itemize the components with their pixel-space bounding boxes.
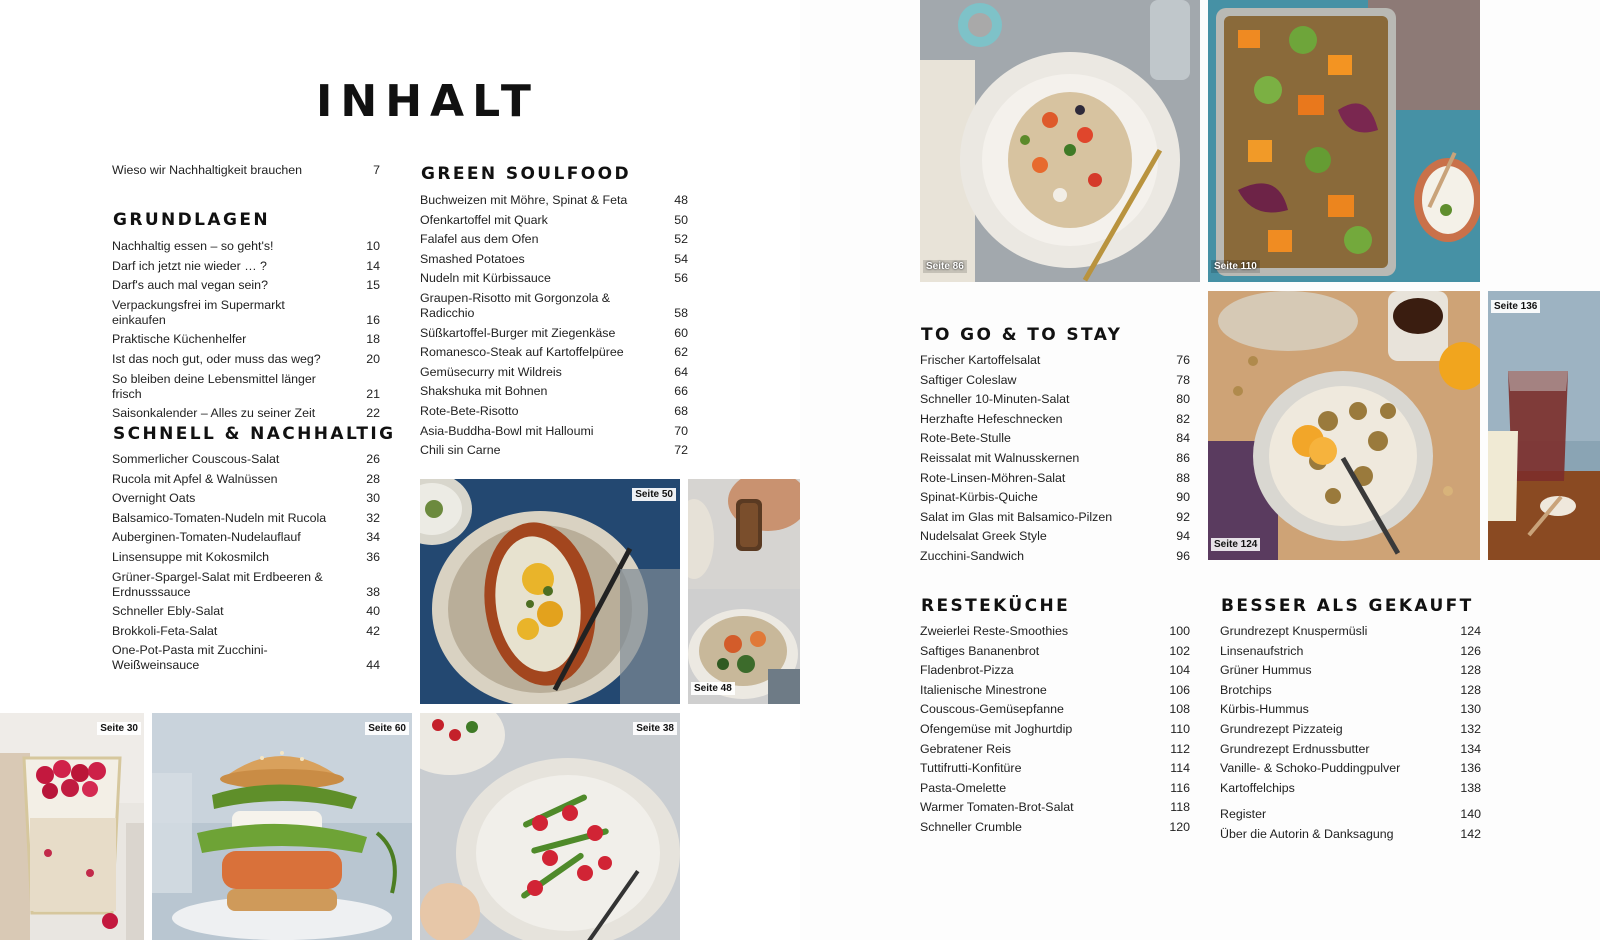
toc-entry-page: 38 [366,584,380,599]
toc-entry-page: 106 [1169,682,1190,697]
section-title-grundlagen: GRUNDLAGEN [113,210,270,230]
toc-entry-page: 52 [674,232,688,247]
toc-entry-title: Darf's auch mal vegan sein? [112,278,268,293]
toc-entry[interactable] [920,624,1190,639]
photo-roasted-vegetables [1208,0,1480,282]
toc-entry-title: Vanille- & Schoko-Puddingpulver [1220,761,1401,776]
photo-baked-potato [420,479,680,704]
toc-entry[interactable] [112,604,380,619]
toc-entry-title: So bleiben deine Lebensmittel länger frisch [112,371,316,401]
toc-entry[interactable] [920,702,1190,717]
toc-entry-title: Reissalat mit Walnusskernen [920,450,1080,465]
toc-entry[interactable] [920,431,1190,446]
photo-page-label: Seite 30 [97,722,141,735]
toc-list-besser [1220,624,1481,800]
toc-entry-title: Brokkoli-Feta-Salat [112,623,218,638]
toc-entry-title: Ofenkartoffel mit Quark [420,212,548,227]
photo-page-label: Seite 110 [1211,260,1260,273]
toc-entry[interactable] [920,722,1190,737]
toc-entry-page: 118 [1170,800,1190,815]
toc-list-extras [1220,807,1481,846]
toc-entry-page: 10 [366,239,380,253]
toc-entry[interactable] [1220,663,1481,678]
toc-entry-title: Süßkartoffel-Burger mit Ziegenkäse [420,325,616,340]
toc-entry-title: Tuttifrutti-Konfitüre [920,761,1022,776]
right-page [800,0,1600,940]
toc-entry-page: 48 [674,193,688,207]
toc-entry-page: 114 [1170,761,1190,776]
toc-entry[interactable] [1220,683,1481,698]
toc-entry-page: 124 [1460,624,1481,638]
toc-entry[interactable] [1220,624,1481,639]
toc-entry[interactable] [920,392,1190,407]
toc-entry[interactable] [920,529,1190,544]
toc-entry-page: 14 [366,258,380,273]
toc-entry-title: Warmer Tomaten-Brot-Salat [920,800,1074,815]
toc-entry-title: Buchweizen mit Möhre, Spinat & Feta [420,193,628,207]
toc-entry-page: 28 [366,471,380,486]
toc-entry-title: Overnight Oats [112,491,196,506]
toc-entry-page: 84 [1176,431,1190,446]
toc-entry[interactable] [920,353,1190,368]
toc-entry-title: Über die Autorin & Danksagung [1220,826,1394,841]
toc-entry[interactable] [1220,742,1481,757]
toc-entry-page: 86 [1176,450,1190,465]
toc-list-green [420,193,688,463]
page-title: INHALT [316,76,539,127]
toc-entry-title: Rucola mit Apfel & Walnüssen [112,471,278,486]
toc-entry-title: Graupen-Risotto mit Gorgonzola & Radicchio [420,290,611,320]
toc-entry-page: 134 [1460,741,1481,756]
toc-entry[interactable] [1220,644,1481,659]
toc-entry-page: 110 [1170,721,1190,736]
toc-entry-title: Schneller Crumble [920,819,1022,834]
toc-entry[interactable] [920,663,1190,678]
toc-entry[interactable] [1220,781,1481,796]
photo-pudding [1488,291,1600,560]
toc-entry-page: 142 [1460,826,1481,841]
toc-entry[interactable] [920,510,1190,525]
toc-entry[interactable] [420,271,688,286]
toc-list-schnell [112,452,380,678]
toc-entry-page: 126 [1460,643,1481,658]
toc-entry[interactable] [420,326,688,341]
toc-entry-page: 100 [1169,624,1190,638]
toc-entry[interactable] [112,298,380,328]
section-title-besser: BESSER ALS GEKAUFT [1221,596,1474,616]
toc-entry-title: Rote-Bete-Risotto [420,403,519,418]
photo-burger [152,713,412,940]
toc-entry[interactable] [112,491,380,506]
toc-entry-title: Grüner Hummus [1220,663,1312,678]
toc-entry-title: Saftiges Bananenbrot [920,643,1040,658]
toc-entry-title: Fladenbrot-Pizza [920,663,1014,678]
toc-list-reste [920,624,1190,840]
toc-entry-page: 128 [1460,682,1481,697]
photo-page-label: Seite 38 [633,722,677,735]
toc-entry-title: Salat im Glas mit Balsamico-Pilzen [920,509,1113,524]
toc-entry-title: Sommerlicher Couscous-Salat [112,452,280,466]
toc-entry-page: 136 [1460,761,1481,776]
photo-page-label: Seite 86 [923,260,967,273]
toc-entry-title: Smashed Potatoes [420,251,525,266]
toc-entry[interactable] [920,683,1190,698]
toc-entry-title: Grüner-Spargel-Salat mit Erdbeeren & Erdnusssauce [112,569,323,599]
toc-entry-title: Herzhafte Hefeschnecken [920,411,1063,426]
toc-entry[interactable] [420,443,688,458]
toc-entry-page: 50 [674,212,688,227]
toc-entry-title: Chili sin Carne [420,443,501,458]
toc-entry-page: 58 [674,305,688,320]
photo-rice-salad [920,0,1200,282]
toc-entry-title: Saftiger Coleslaw [920,372,1017,387]
toc-entry-page: 22 [366,406,380,421]
toc-entry[interactable] [112,472,380,487]
toc-entry-title: Couscous-Gemüsepfanne [920,702,1064,717]
toc-entry-page: 16 [366,312,380,327]
toc-entry[interactable] [112,332,380,347]
toc-entry-title: Linsenaufstrich [1220,643,1304,658]
toc-entry-page: 96 [1176,548,1190,563]
section-title-reste: RESTEKÜCHE [921,596,1071,616]
toc-entry-page: 112 [1170,741,1190,756]
toc-entry[interactable] [420,365,688,380]
toc-entry[interactable] [112,452,380,467]
toc-entry-title: Kürbis-Hummus [1220,702,1309,717]
toc-entry-page: 34 [366,530,380,545]
toc-entry-page: 104 [1169,663,1190,678]
toc-entry-title: Grundrezept Pizzateig [1220,721,1343,736]
toc-entry-page: 36 [366,549,380,564]
toc-entry-title: Saisonkalender – Alles zu seiner Zeit [112,406,316,421]
toc-entry-title: Kartoffelchips [1220,780,1295,795]
toc-entry-page: 60 [674,325,688,340]
toc-entry-page: 44 [366,658,380,673]
toc-entry-page: 82 [1176,411,1190,426]
toc-entry-title: Brotchips [1220,682,1272,697]
toc-entry-title: Register [1220,807,1267,821]
toc-entry-title: Falafel aus dem Ofen [420,232,539,247]
toc-entry-title: Schneller 10-Minuten-Salat [920,392,1070,407]
toc-entry-page: 30 [366,491,380,506]
toc-entry-title: Grundrezept Knuspermüsli [1220,624,1368,638]
toc-entry[interactable] [420,252,688,267]
toc-entry-title: Nudeln mit Kürbissauce [420,271,551,286]
toc-entry-page: 18 [366,332,380,347]
toc-entry-title: Gemüsecurry mit Wildreis [420,364,562,379]
toc-entry-page: 40 [366,604,380,619]
photo-page-label: Seite 124 [1211,538,1260,551]
toc-entry-title: Ofengemüse mit Joghurtdip [920,721,1073,736]
toc-entry-page: 42 [366,623,380,638]
toc-entry[interactable] [920,549,1190,564]
toc-entry-title: Pasta-Omelette [920,780,1007,795]
photo-buckwheat [688,479,800,704]
toc-entry[interactable] [420,193,688,208]
toc-entry[interactable] [920,761,1190,776]
toc-entry-page: 7 [373,163,380,177]
toc-entry-title: Nachhaltig essen – so geht's! [112,239,274,253]
toc-entry[interactable] [420,291,688,321]
toc-entry-title: Linsensuppe mit Kokosmilch [112,549,270,564]
toc-entry-page: 32 [366,510,380,525]
toc-entry[interactable] [920,412,1190,427]
toc-entry[interactable] [112,163,380,178]
toc-entry[interactable] [1220,761,1481,776]
toc-entry[interactable] [420,404,688,419]
toc-entry-title: Frischer Kartoffelsalat [920,353,1041,367]
toc-entry[interactable] [920,820,1190,835]
toc-entry-title: Darf ich jetzt nie wieder … ? [112,258,267,273]
toc-entry-page: 64 [674,364,688,379]
toc-entry[interactable] [1220,722,1481,737]
section-title-togo: TO GO & TO STAY [921,325,1123,345]
toc-entry-page: 92 [1176,509,1190,524]
toc-entry[interactable] [920,471,1190,486]
toc-entry[interactable] [112,643,380,673]
toc-entry-page: 56 [674,271,688,286]
toc-entry-title: Zucchini-Sandwich [920,548,1024,563]
section-title-schnell: SCHNELL & NACHHALTIG [113,424,396,444]
toc-entry[interactable] [920,644,1190,659]
toc-entry-page: 116 [1170,780,1190,795]
toc-entry[interactable] [1220,827,1481,842]
toc-entry-title: Grundrezept Erdnussbutter [1220,741,1370,756]
toc-entry[interactable] [920,451,1190,466]
toc-entry[interactable] [420,345,688,360]
toc-entry-title: Romanesco-Steak auf Kartoffelpüree [420,345,624,360]
toc-entry-page: 132 [1460,721,1481,736]
toc-entry-title: Ist das noch gut, oder muss das weg? [112,351,321,366]
toc-entry-page: 88 [1176,470,1190,485]
toc-entry[interactable] [920,490,1190,505]
toc-entry-page: 120 [1169,819,1190,834]
toc-entry-title: One-Pot-Pasta mit Zucchini-Weißweinsauce [112,643,268,673]
toc-entry-page: 130 [1460,702,1481,717]
toc-entry-page: 20 [366,351,380,366]
photo-page-label: Seite 48 [691,682,735,695]
toc-entry[interactable] [920,373,1190,388]
intro-list [112,163,380,183]
toc-list-togo [920,353,1190,569]
photo-granola-bowl [1208,291,1480,560]
toc-entry[interactable] [1220,702,1481,717]
toc-entry-title: Spinat-Kürbis-Quiche [920,490,1038,505]
toc-entry-title: Wieso wir Nachhaltigkeit brauchen [112,163,303,177]
toc-entry-title: Shakshuka mit Bohnen [420,384,548,399]
toc-entry-page: 94 [1176,529,1190,544]
toc-entry-page: 66 [674,384,688,399]
toc-entry[interactable] [112,239,380,254]
toc-entry-page: 72 [674,443,688,458]
toc-entry[interactable] [420,424,688,439]
toc-entry[interactable] [112,259,380,274]
toc-entry-page: 70 [674,423,688,438]
toc-entry-page: 26 [366,452,380,466]
toc-entry-title: Nudelsalat Greek Style [920,529,1047,544]
toc-entry[interactable] [112,550,380,565]
toc-entry-page: 102 [1169,643,1190,658]
toc-list-grundlagen [112,239,380,426]
toc-entry[interactable] [420,384,688,399]
toc-entry-page: 54 [674,251,688,266]
toc-entry-page: 108 [1169,702,1190,717]
toc-entry-title: Balsamico-Tomaten-Nudeln mit Rucola [112,510,327,525]
toc-entry-title: Schneller Ebly-Salat [112,604,224,619]
toc-entry[interactable] [112,570,380,600]
toc-entry-page: 15 [366,278,380,293]
toc-entry-page: 78 [1176,372,1190,387]
toc-entry[interactable] [112,511,380,526]
toc-entry-title: Rote-Bete-Stulle [920,431,1011,446]
toc-entry[interactable] [112,278,380,293]
toc-entry[interactable] [112,530,380,545]
toc-entry[interactable] [420,232,688,247]
toc-entry[interactable] [1220,807,1481,822]
toc-entry[interactable] [920,742,1190,757]
toc-entry-page: 68 [674,403,688,418]
toc-entry-title: Gebratener Reis [920,741,1011,756]
toc-entry[interactable] [112,406,380,421]
toc-entry-page: 138 [1460,780,1481,795]
toc-entry-title: Asia-Buddha-Bowl mit Halloumi [420,423,594,438]
photo-page-label: Seite 136 [1491,300,1540,313]
toc-entry-title: Rote-Linsen-Möhren-Salat [920,470,1066,485]
toc-entry-page: 62 [674,345,688,360]
toc-entry-title: Verpackungsfrei im Supermarkt einkaufen [112,297,285,327]
photo-overnight-oats [0,713,144,940]
toc-entry-page: 140 [1460,807,1481,821]
toc-entry[interactable] [920,800,1190,815]
photo-page-label: Seite 50 [632,488,676,501]
toc-entry-page: 21 [366,386,380,401]
toc-entry-page: 90 [1176,490,1190,505]
toc-entry[interactable] [112,352,380,367]
toc-entry-title: Auberginen-Tomaten-Nudelauflauf [112,530,301,545]
toc-entry[interactable] [112,624,380,639]
toc-entry-page: 128 [1460,663,1481,678]
toc-entry-page: 76 [1176,353,1190,367]
toc-entry-page: 80 [1176,392,1190,407]
toc-entry-title: Zweierlei Reste-Smoothies [920,624,1069,638]
photo-asparagus-salad [420,713,680,940]
toc-entry-title: Italienische Minestrone [920,682,1047,697]
toc-entry[interactable] [920,781,1190,796]
section-title-green: GREEN SOULFOOD [421,164,631,184]
toc-entry[interactable] [420,213,688,228]
toc-entry[interactable] [112,372,380,402]
toc-entry-title: Praktische Küchenhelfer [112,332,247,347]
photo-page-label: Seite 60 [365,722,409,735]
